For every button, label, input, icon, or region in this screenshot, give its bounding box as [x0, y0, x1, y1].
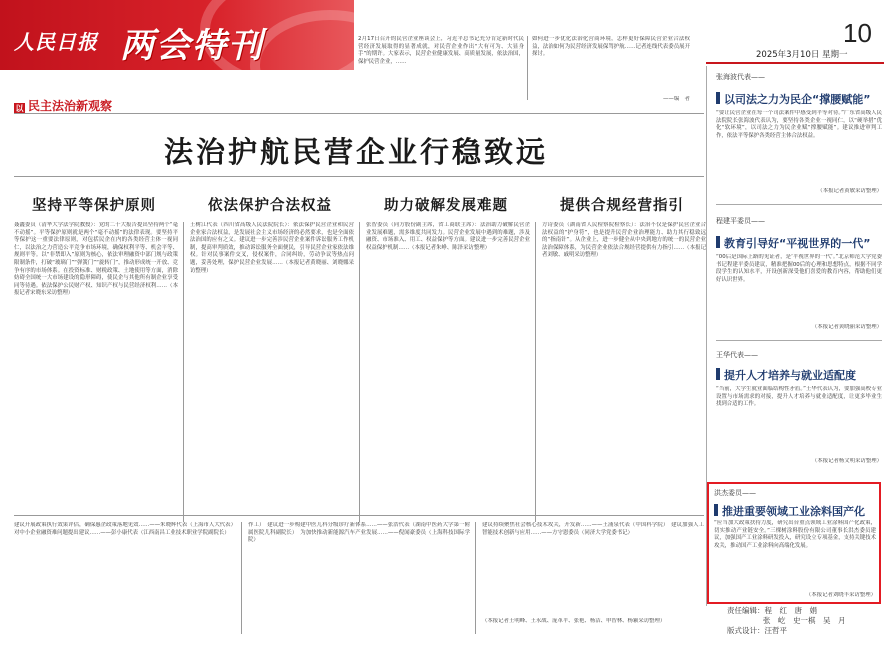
rail-3-text: “当前，大学生就业面临结构性矛盾。”王华代表认为，要加强高校专业设置与市场需求的对接，提升人才培养与就业适配度，让更多毕业生找到合适的工作。	[716, 386, 882, 408]
col-divider	[475, 522, 476, 634]
rail-4-name: 洪杰委员——	[714, 489, 756, 497]
rail-4-bar	[714, 504, 718, 516]
page-number: 10	[843, 18, 872, 48]
editor-line-1: 责任编辑：程 红 唐 娟	[727, 606, 817, 615]
col-divider	[359, 222, 360, 522]
editor-credits	[727, 606, 846, 636]
rail-3-name: 王华代表——	[716, 351, 758, 359]
rail-1-name: 张海波代表——	[716, 73, 765, 81]
col-divider	[241, 522, 242, 634]
editor-line-3: 版式设计：汪哲平	[727, 626, 787, 635]
subhead-2: 依法保护合法权益	[208, 198, 332, 214]
masthead-banner	[0, 0, 354, 70]
rail-1-bar	[716, 92, 720, 104]
rail-1-text: “要让民营企业在每一个司法案件中感受到平等对待。”广东省高级人民法院院长张海波代表认为，要坚持各类企业一视同仁，以“硬举措”优化“软环境”，以司法之力为民企业赋“撑腰赋能”。建议推进审判工作，依法平等保护各类经营主体合法权益。	[716, 110, 882, 139]
editor-line-2: 张 屹 史一棋 吴 月	[763, 616, 846, 625]
headline-rule	[14, 176, 704, 177]
intro-col-2: 如何进一步优化法治化营商环境，怎样更好保障民营企业合法权益，法治如何为民营经济发展保驾护航……记者连线代表委员展开探讨。	[532, 36, 690, 58]
lower-col-2: 作工） 建议进一步构建中医儿科分级诊疗新体系……——张浩代表（湖南中医药大学第一附属医院儿科副院长） 为加快推动新能源汽车产业发展……——倪闻豪委员（上海科技国际学院）	[248, 522, 470, 544]
col-divider	[535, 222, 536, 522]
rail-2-name: 程建平委员——	[716, 217, 765, 225]
section-rule	[14, 113, 704, 114]
subhead-3: 助力破解发展难题	[384, 198, 508, 214]
section-icon: 以	[15, 104, 24, 113]
rail-3-credit: （本报记者杨文明采访整理）	[811, 458, 882, 464]
lower-rule	[14, 515, 704, 516]
rail-1-title: 以司法之力为民企“撑腰赋能”	[724, 93, 871, 106]
intro-divider	[527, 36, 528, 100]
rail-4-text: “应当加大政策扶持力度，研究出台重点领域工业涂料国产化政策，切实推动产业链安全。”三棵树涂料股份有限公司董事长洪杰委员建议，加强国产工业涂料研发投入，研究设立专项基金，支持关键技术攻关，推动国产工业涂料向高端化发展。	[714, 520, 876, 549]
header-rule	[706, 62, 884, 64]
masthead-special-title: 两会特刊	[120, 26, 264, 66]
editor-note: ——编 者	[663, 96, 690, 102]
article-col-1: 聂鑫委员（清华大学法学院教授）：党的二十大报告提出坚持两个“毫不动摇”。平等保护原则就是两个“毫不动摇”的法律表现。要坚持平等保护这一重要法律原则，对包括民企在内的各类经营主体一视同仁，以法治之力营造公平竞争市场环境，确保权利平等、机会平等、规则平等。以“非禁即入”原则为核心，依法审理融资中部门规与政策限制条件，打破“玻璃门”“弹簧门”“旋转门”，推动形成统一开放、竞争有序的市场体系。在投资标准、财税政策、土地使用等方面，消除妨碍全国统一大市场建设的隐形障碍，使民企与其他所有制企业享受同等待遇。依法保护公民财产权、知识产权与民营经济权利……（本报记者宋晓东采访整理）	[14, 222, 178, 297]
rail-2-title: 教育引导好“平视世界的一代”	[724, 237, 871, 250]
lower-col-1: 建议开展政策执行效果评估，确保惠企政策落地见效……——朱晓辉代表（上海市人大代表）对中小企业融资难问题提出建议……——彭小康代表（江西南昌工业技术职业学院副院长）	[14, 522, 236, 536]
rail-1-credit: （本报记者黄敏采访整理）	[817, 188, 882, 194]
intro-col-1: 2月17日召开的民营企业座谈会上，习近平总书记充分肯定新时代民营经济发展取得的显著成就，对民营企业作出“大有可为、大显身手”的期许。大家表示，民营企业健康发展、高质量发展，依法治国，保护民营企业，……	[358, 36, 524, 65]
lower-col-3: 建议持续聚焦社会核心技术攻关，开发新……——王涌泉代表（中国科学院） 建议加强人工智能技术创新与应用……——方守恩委员（同济大学党委书记）	[482, 522, 704, 536]
rail-4-credit: （本报记者刘晓丰采访整理）	[805, 592, 876, 598]
rail-2-text: “00后是国际上路的见证者，是‘平视世界的一代’。”北京师范大学党委书记程建平委员建议，精准把握00后的心理和思想特点，根据不同学段学生的认知水平，开设创新深受他们喜爱的教育内容，帮助他们更好认识世界。	[716, 254, 882, 283]
issue-date: 2025年3月10日 星期一	[756, 50, 848, 60]
subhead-1: 坚持平等保护原则	[32, 198, 156, 214]
article-col-2: 王树江代表（四川省高级人民法院院长）：依法保护民营企业和民营企业家合法权益，是发展社会主义市场经济的必然要求，也是全面依法治国的应有之义。建议进一步完善涉民营企业案件诉讼服务工作机制，提高审判质效，推动诉讼服务全面便民，引导民营企业家依法维权。针对民事案件交叉，侵权案件，合同纠纷，劳动争议等热点问题，妥善处理，保护民营企业发展……（本报记者黄晓丽、刘晓娜采访整理）	[190, 222, 354, 274]
rail-3-title: 提升人才培养与就业适配度	[724, 369, 856, 382]
rail-rule	[716, 340, 882, 341]
rail-rule	[716, 204, 882, 205]
headline: 法治护航民营企业行稳致远	[163, 135, 548, 169]
rail-4-title: 推进重要领域工业涂料国产化	[722, 505, 865, 518]
rail-3-bar	[716, 368, 720, 380]
article-col-3: 张智委员（同方股份副主席，省工商联主席）：法治助力破解民营企业发展难题，需多维度共同发力。民营企业发展中遇到的难题，涉及融资、市场准入、用工、权益保护等方面。建议进一步完善民营企业权益保护机制……（本报记者朱峥、陈泽采访整理）	[366, 222, 530, 251]
subhead-4: 提供合规经营指引	[560, 198, 684, 214]
masthead-brand: 人民日报	[14, 30, 98, 54]
article-col-4: 方诗委员（湖南省人民检察院检察长）：法治不仅是保护民营企业合法权益的“护身符”，也是提升民营企业治理能力、助力其行稳致远的“指南针”。从企业上，进一步健全从中央到地方的统一的民营企业法治保障体系，为民营企业依法合规经营提供有力指引……（本报记者刘敏、戚明采访整理）	[542, 222, 706, 259]
lower-credit: （本报记者王明峰、王永战、庞革平、张艳、杨洁、申智林、杨颖采访整理）	[482, 618, 666, 624]
rail-2-bar	[716, 236, 720, 248]
col-divider	[183, 222, 184, 522]
section-label: 以 民主法治新观察	[15, 99, 113, 113]
rail-2-credit: （本报记者黄晓丽采访整理）	[811, 324, 882, 330]
